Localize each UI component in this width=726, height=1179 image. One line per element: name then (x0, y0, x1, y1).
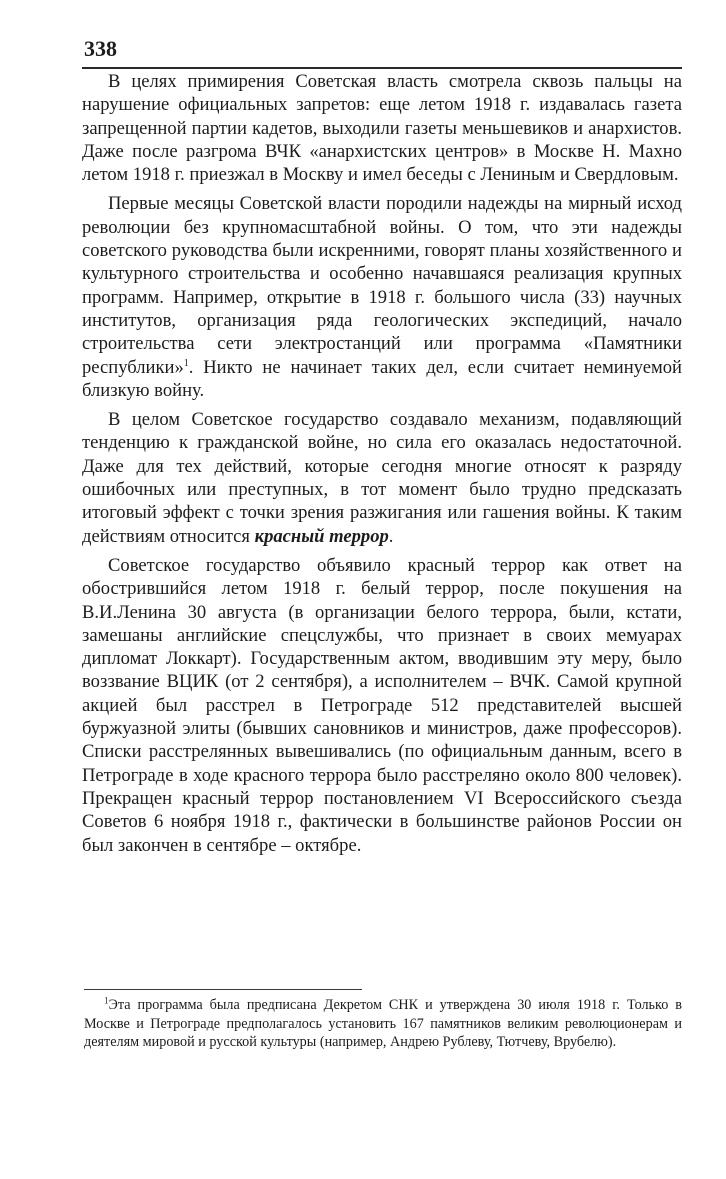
footnote (84, 996, 682, 1052)
footnote-marker: 1 (104, 995, 109, 1006)
paragraph-2 (82, 192, 682, 402)
red-terror-emphasis: красный террор (254, 525, 389, 547)
main-text (82, 70, 682, 857)
paragraph-4-text: Советское государство объявило красный террор как ответ на обострившийся летом 1918 г. белый террор, после покушения на В.И.Ленина 30 августа (в организации белого террора, были, кстати, замешаны английские спецслужбы, что признает в своих мемуарах дипломат Локкарт). Государственным актом, вводившим эту меру, было воззвание ВЦИК (от 2 сентября), а исполнителем – ВЧК. Самой крупной акцией был расстрел в Петрограде 512 представителей высшей буржуазной элиты (бывших сановников и министров, даже профессоров). Списки расстрелянных вывешивались (по официальным данным, всего в Петрограде в ходе красного террора было расстреляно около 800 человек). Прекращен красный террор постановлением VI Всероссийского съезда Советов 6 ноября 1918 г., фактически в большинстве районов России он был закончен в сентябре – октябре. (82, 554, 682, 856)
footnote-reference: 1 (183, 357, 189, 369)
paragraph-2-text-end: . Никто не начинает таких дел, если считает неминуемой близкую войну. (82, 356, 682, 401)
footnote-text: Эта программа была предписана Декретом СНК и утверждена 30 июля 1918 г. Только в Москве и Петрограде предполагалось установить 167 памятников великим революционерам и деятелям мировой и русской культуры (например, Андрею Рублеву, Тютчеву, Врубелю). (84, 997, 682, 1050)
paragraph-3-text: В целом Советское государство создавало механизм, подавляющий тенденцию к гражданской войне, но сила его оказалась недостаточной. Даже для тех действий, которые сегодня многие относят к разряду ошибочных или преступных, в тот момент было трудно предсказать итоговый эффект с точки зрения разжигания или гашения войны. К таким действиям относится (82, 409, 682, 547)
paragraph-1-text: В целях примирения Советская власть смотрела сквозь пальцы на нарушение официальных запретов: еще летом 1918 г. издавалась газета запрещенной партии кадетов, выходили газеты меньшевиков и анархистов. Даже после разгрома ВЧК «анархистских центров» в Москве Н. Махно летом 1918 г. приезжал в Москву и имел беседы с Лениным и Свердловым. (82, 71, 682, 186)
paragraph-3-text-end: . (388, 525, 394, 547)
page-number: 338 (84, 36, 117, 61)
paragraph-1 (82, 70, 682, 186)
footnote-rule (84, 989, 362, 990)
header-rule (82, 67, 682, 69)
paragraph-3 (82, 408, 682, 548)
paragraph-2-text: Первые месяцы Советской власти породили надежды на мирный исход революции без крупномасштабной войны. О том, что эти надежды советского руководства были искренними, говорят планы хозяйственного и культурного строительства и особенно начавшаяся реализация крупных программ. Например, открытие в 1918 г. большого числа (33) научных институтов, организация ряда геологических экспедиций, начало строительства сети электростанций или программа «Памятники республики» (82, 193, 682, 378)
paragraph-4 (82, 554, 682, 857)
